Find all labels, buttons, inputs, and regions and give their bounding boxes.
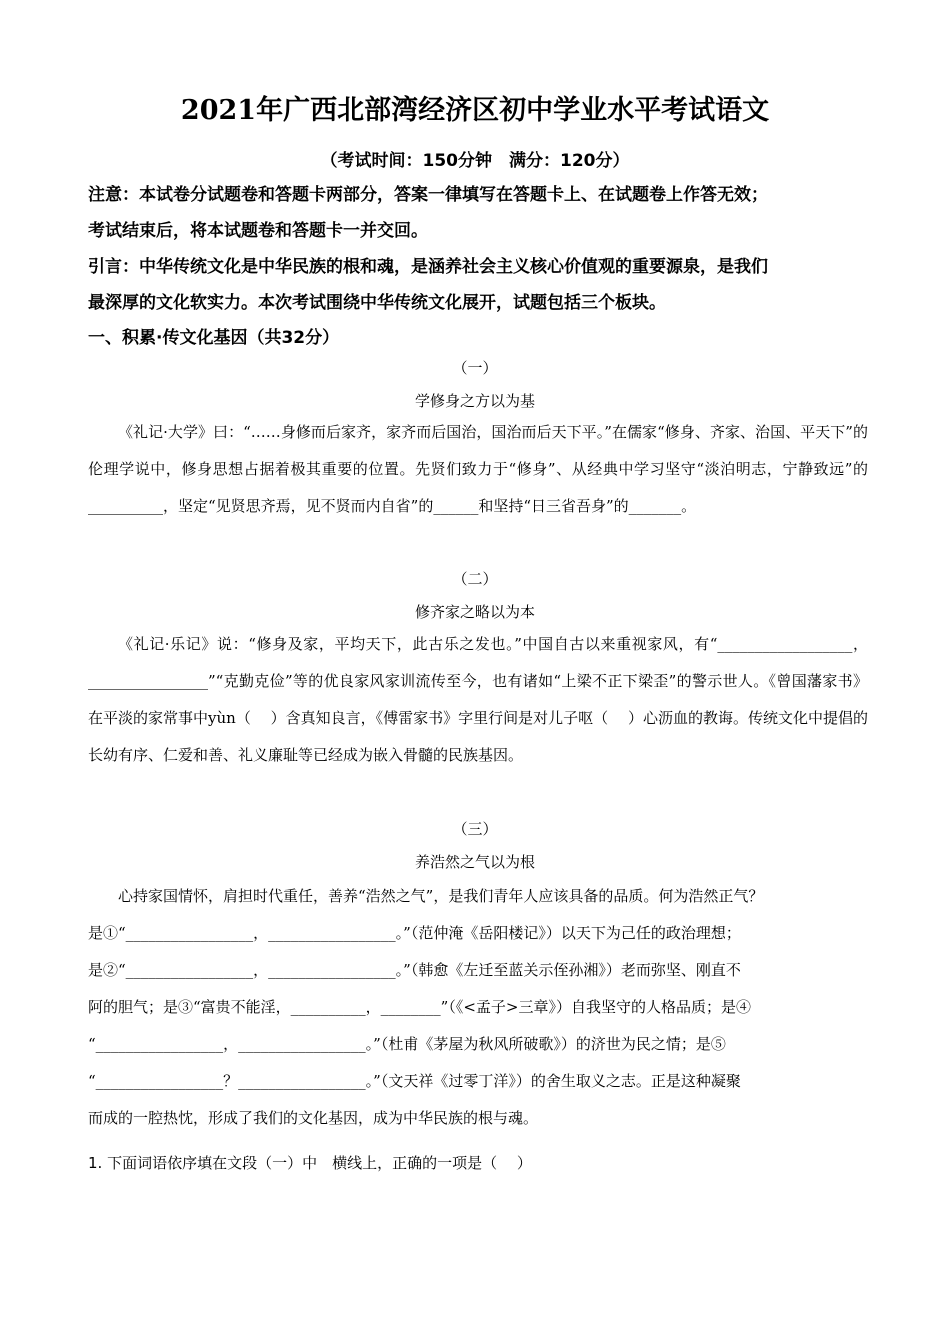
section1-number: （一）: [452, 359, 498, 377]
section1-heading: 学修身之方以为基: [414, 392, 535, 410]
section2-text: 《礼记·乐记》说：“修身及家，平均天下，此古乐之发也。”中国自古以来重视家风，有“__________________，________________”“克勤克俭”等的优良家风家训流传至今，也有诸如“上梁不正下梁歪”的警示世人。《曾国藩家书》在平淡的家常事中yùn（ ）含真知良言，《傅雷家书》字里行间是对儿子呕（ ）心沥血的教诲。传统文化中提倡的长幼有序、仁爱和善、礼义廉耻等已经成为嵌入骨髓的民族基因。: [88, 635, 868, 764]
section3-line-7: 而成的一腔热忱，形成了我们的文化基因，成为中华民族的根与魂。: [88, 1109, 539, 1127]
section3-line-4: 阿的胆气；是③“富贵不能淫，__________，________”（《<孟子>三章》）自我坚守的人格品质；是④: [88, 998, 751, 1016]
part1-heading: 一、积累·传文化基因（共32分）: [88, 328, 340, 348]
section1-text: 《礼记·大学》曰：“……身修而后家齐，家齐而后国治，国治而后天下平。”在儒家“修身、齐家、治国、平天下”的伦理学说中，修身思想占据着极其重要的位置。先贤们致力于“修身”、从经典中学习坚守“淡泊明志，宁静致远”的__________，坚定“见贤思齐焉，见不贤而内自省”的______和坚持“日三省吾身”的_______。: [88, 423, 868, 515]
section3-heading: 养浩然之气以为根: [414, 853, 535, 871]
section3-line-3: 是②“_________________，_________________。”（韩愈《左迁至蓝关示侄孙湘》）老而弥坚、刚直不: [88, 961, 741, 979]
section3-line-5: “_________________，_________________。”（杜甫《茅屋为秋风所破歌》）的济世为民之情；是⑤: [88, 1035, 726, 1053]
exam-title: 2021年广西北部湾经济区初中学业水平考试语文: [180, 95, 770, 126]
section3-line-1: 心持家国情怀，肩担时代重任，善养“浩然之气”，是我们青年人应该具备的品质。何为浩然正气？: [118, 887, 764, 905]
section2-number: （二）: [452, 570, 498, 588]
section3-number: （三）: [452, 820, 498, 838]
intro-line-1: 引言：中华传统文化是中华民族的根和魂，是涵养社会主义核心价值观的重要源泉，是我们: [88, 257, 768, 277]
notice-line-2: 考试结束后，将本试题卷和答题卡一并交回。: [88, 221, 428, 241]
section3-line-6: “_________________？_________________。”（文天祥《过零丁洋》）的舍生取义之志。正是这种凝聚: [88, 1072, 741, 1090]
section3-line-2: 是①“_________________，_________________。”（范仲淹《岳阳楼记》）以天下为己任的政治理想；: [88, 924, 741, 942]
intro-line-2: 最深厚的文化软实力。本次考试围绕中华传统文化展开，试题包括三个板块。: [88, 293, 666, 313]
exam-info: （考试时间：150分钟 满分：120分）: [320, 151, 630, 171]
section2-heading: 修齐家之略以为本: [414, 603, 535, 621]
notice-line-1: 注意：本试卷分试题卷和答题卡两部分，答案一律填写在答题卡上、在试题卷上作答无效；: [88, 185, 768, 205]
question-1: 1. 下面词语依序填在文段（一）中 横线上，正确的一项是（ ）: [88, 1154, 532, 1172]
